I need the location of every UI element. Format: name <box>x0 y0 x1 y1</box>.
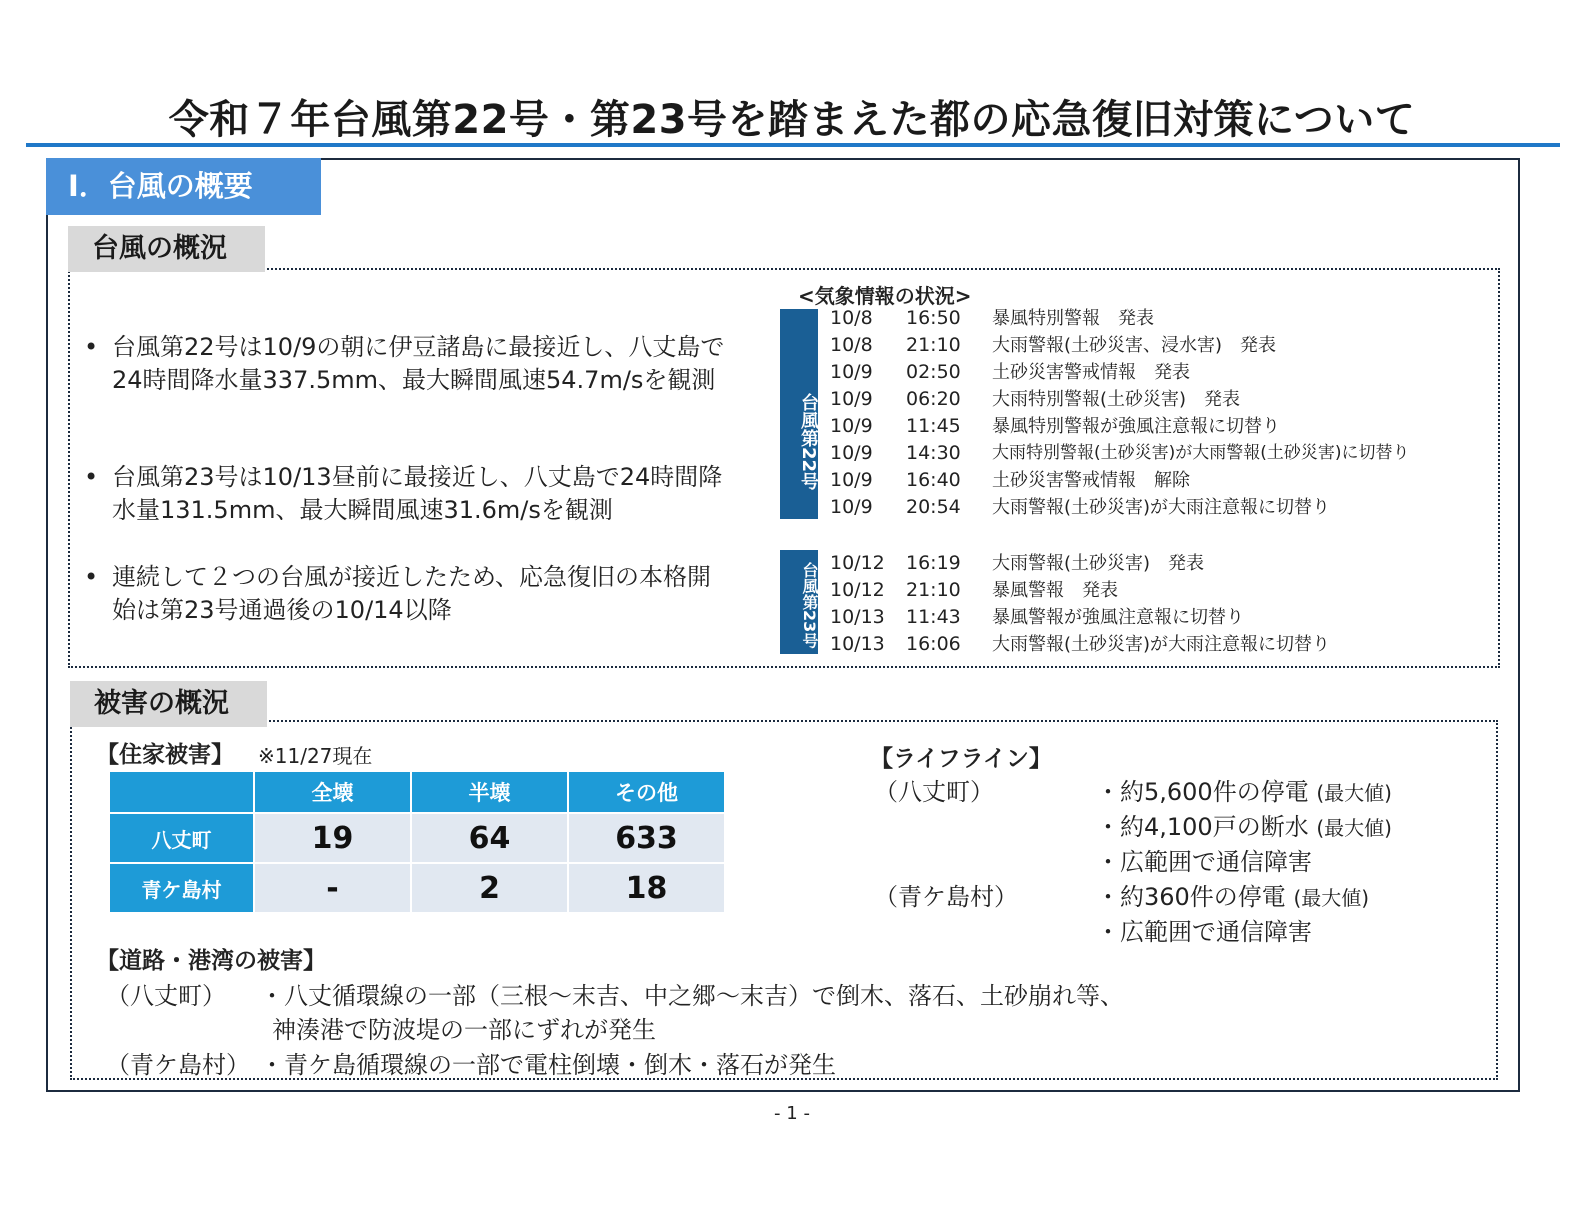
weather-row <box>830 359 1490 386</box>
weather-event: 大雨特別警報(土砂災害)が大雨警報(土砂災害)に切替り <box>992 443 1410 463</box>
road-aogashima-line: ・青ケ島循環線の一部で電柱倒壊・倒木・落石が発生 <box>260 1051 836 1079</box>
weather-event: 大雨警報(土砂災害) 発表 <box>992 553 1205 574</box>
weather-date: 10/12 <box>830 579 885 601</box>
lifeline-aogashima-label: （青ケ島村） <box>874 883 1018 911</box>
weather-time: 06:20 <box>906 388 961 410</box>
weather-time: 11:45 <box>906 415 961 437</box>
weather-time: 16:40 <box>906 469 961 491</box>
weather-time: 21:10 <box>906 579 961 601</box>
typhoon23-events <box>830 550 1490 660</box>
lifeline-item-text: ・広範囲で通信障害 <box>1096 918 1312 946</box>
table-row <box>109 863 725 913</box>
row-header: 青ケ島村 <box>109 863 254 913</box>
lifeline-item-note: (最大値) <box>1316 816 1392 840</box>
weather-event: 大雨警報(土砂災害、浸水害) 発表 <box>992 335 1277 356</box>
weather-event: 大雨警報(土砂災害)が大雨注意報に切替り <box>992 634 1331 655</box>
weather-row <box>830 467 1490 494</box>
typhoon22-label: 台風第22号 <box>780 309 818 519</box>
column-header: 半壊 <box>411 771 568 813</box>
page-number: - 1 - <box>774 1103 810 1124</box>
weather-row <box>830 332 1490 359</box>
housing-damage-heading: 【住家被害】 <box>96 742 234 768</box>
weather-time: 20:54 <box>906 496 961 518</box>
table-cell: 2 <box>411 863 568 913</box>
bullet-icon: • <box>84 563 99 591</box>
table-cell: 18 <box>568 863 725 913</box>
road-damage-heading: 【道路・港湾の被害】 <box>96 948 326 974</box>
weather-event: 大雨特別警報(土砂災害) 発表 <box>992 389 1241 410</box>
weather-time: 14:30 <box>906 442 961 464</box>
summary-bullet <box>84 561 744 631</box>
lifeline-item <box>1096 772 1392 807</box>
weather-time: 11:43 <box>906 606 961 628</box>
weather-event: 暴風警報 発表 <box>992 580 1118 601</box>
weather-time: 16:19 <box>906 552 961 574</box>
weather-row <box>830 440 1490 467</box>
column-header: 全壊 <box>254 771 411 813</box>
row-header: 八丈町 <box>109 813 254 863</box>
weather-date: 10/9 <box>830 496 873 518</box>
weather-row <box>830 631 1490 658</box>
weather-row <box>830 413 1490 440</box>
damage-summary-heading: 被害の概況 <box>70 681 267 727</box>
section-banner: Ⅰ．台風の概要 <box>46 158 321 215</box>
table-cell: 19 <box>254 813 411 863</box>
title-rule <box>26 143 1560 147</box>
summary-bullet <box>84 461 744 531</box>
weather-event: 土砂災害警戒情報 解除 <box>992 470 1190 491</box>
weather-event: 暴風警報が強風注意報に切替り <box>992 607 1244 628</box>
typhoon-summary-heading: 台風の概況 <box>68 226 265 272</box>
weather-row <box>830 550 1490 577</box>
lifeline-item-text: ・約5,600件の停電 <box>1096 778 1309 806</box>
lifeline-item <box>1096 877 1369 912</box>
lifeline-item-text: ・約4,100戸の断水 <box>1096 813 1309 841</box>
summary-bullet <box>84 331 744 431</box>
typhoon22-events <box>830 305 1490 525</box>
weather-date: 10/13 <box>830 633 885 655</box>
weather-time: 16:06 <box>906 633 961 655</box>
weather-event: 暴風特別警報 発表 <box>992 308 1154 329</box>
weather-date: 10/9 <box>830 469 873 491</box>
table-corner-cell <box>109 771 254 813</box>
weather-time: 02:50 <box>906 361 961 383</box>
weather-row <box>830 494 1490 521</box>
road-aogashima-label: （青ケ島村） <box>106 1051 250 1079</box>
weather-heading: <気象情報の状況> <box>798 284 972 308</box>
lifeline-item-note: (最大値) <box>1316 781 1392 805</box>
weather-event: 大雨警報(土砂災害)が大雨注意報に切替り <box>992 497 1331 518</box>
weather-row <box>830 577 1490 604</box>
weather-event: 暴風特別警報が強風注意報に切替り <box>992 416 1280 437</box>
housing-damage-table <box>108 770 726 914</box>
page-title: 令和７年台風第22号・第23号を踏まえた都の応急復旧対策について <box>168 97 1416 143</box>
weather-row <box>830 386 1490 413</box>
weather-date: 10/12 <box>830 552 885 574</box>
lifeline-item-note: (最大値) <box>1293 886 1370 910</box>
weather-time: 21:10 <box>906 334 961 356</box>
lifeline-item-text: ・広範囲で通信障害 <box>1096 848 1312 876</box>
weather-date: 10/9 <box>830 442 873 464</box>
summary-bullet-text: 台風第22号は10/9の朝に伊豆諸島に最接近し、八丈島で24時間降水量337.5mm、最大瞬間風速54.7m/sを観測 <box>112 333 725 394</box>
summary-bullet-text: 連続して２つの台風が接近したため、応急復旧の本格開始は第23号通過後の10/14以降 <box>112 563 712 624</box>
weather-date: 10/8 <box>830 307 873 329</box>
weather-date: 10/9 <box>830 388 873 410</box>
weather-date: 10/13 <box>830 606 885 628</box>
weather-date: 10/9 <box>830 415 873 437</box>
weather-event: 土砂災害警戒情報 発表 <box>992 362 1190 383</box>
column-header: その他 <box>568 771 725 813</box>
table-row <box>109 813 725 863</box>
lifeline-item <box>1096 912 1312 947</box>
road-hachijo-line: ・八丈循環線の一部（三根～末吉、中之郷～末吉）で倒木、落石、土砂崩れ等、 <box>260 982 1124 1010</box>
table-cell: 633 <box>568 813 725 863</box>
road-hachijo-label: （八丈町） <box>106 982 226 1010</box>
weather-row <box>830 305 1490 332</box>
table-cell: - <box>254 863 411 913</box>
weather-row <box>830 604 1490 631</box>
housing-damage-note: ※11/27現在 <box>258 744 373 768</box>
lifeline-item <box>1096 842 1312 877</box>
lifeline-item-text: ・約360件の停電 <box>1096 883 1286 911</box>
weather-time: 16:50 <box>906 307 961 329</box>
lifeline-item <box>1096 807 1392 842</box>
lifeline-hachijo-label: （八丈町） <box>874 778 994 806</box>
weather-date: 10/9 <box>830 361 873 383</box>
table-cell: 64 <box>411 813 568 863</box>
weather-date: 10/8 <box>830 334 873 356</box>
lifeline-heading: 【ライフライン】 <box>870 746 1052 772</box>
typhoon23-label: 台風第23号 <box>780 550 818 654</box>
summary-bullet-text: 台風第23号は10/13昼前に最接近し、八丈島で24時間降水量131.5mm、最大瞬間風速31.6m/sを観測 <box>112 463 723 524</box>
bullet-icon: • <box>84 333 99 361</box>
table-header-row <box>109 771 725 813</box>
bullet-icon: • <box>84 463 99 491</box>
road-hachijo-line: 神湊港で防波堤の一部にずれが発生 <box>272 1016 656 1044</box>
